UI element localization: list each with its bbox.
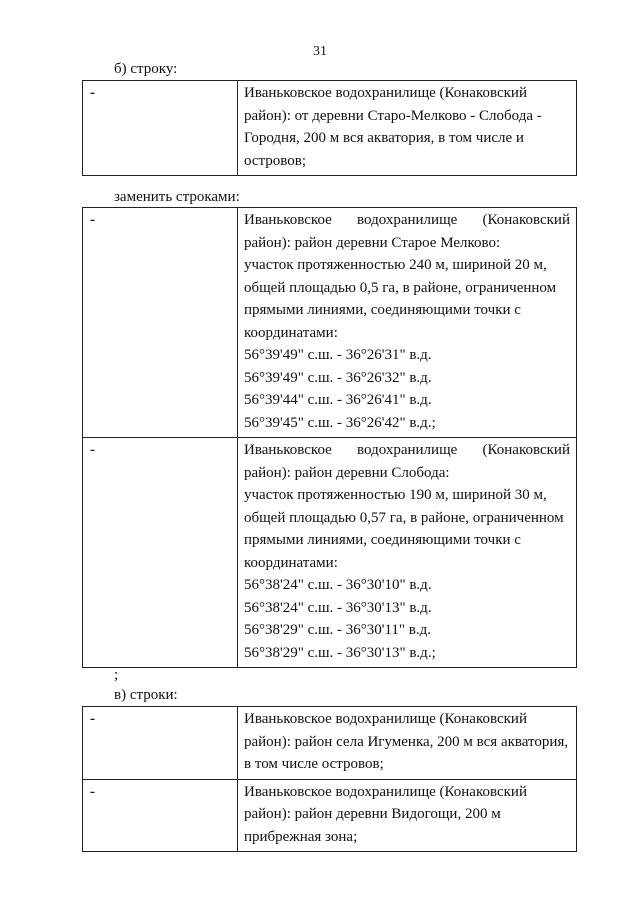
text-line: Иваньковское водохранилище (Конаковский (244, 442, 570, 458)
text-line: район): район деревни Видогощи, 200 м (244, 806, 501, 822)
replace-table (82, 207, 577, 668)
row-text (238, 779, 577, 852)
table-row (83, 438, 577, 668)
text-line: 56°38'29" с.ш. - 36°30'11" в.д. (244, 622, 432, 638)
text-line: Иваньковское водохранилище (Конаковский (244, 85, 527, 101)
row-dash: - (83, 208, 238, 438)
row-text (238, 707, 577, 780)
text-line: координатами: (244, 324, 338, 341)
text-line: район): район деревни Старое Мелково: (244, 234, 501, 251)
text-line: Городня, 200 м вся акватория, в том числе и (244, 130, 524, 146)
text-line: 56°39'45" с.ш. - 36°26'42" в.д.; (244, 414, 436, 431)
text-line: 56°38'29" с.ш. - 36°30'13" в.д.; (244, 644, 436, 661)
text-line: островов; (244, 152, 306, 169)
text-line: участок протяженностью 190 м, шириной 30 м, (244, 487, 547, 503)
row-dash: - (83, 779, 238, 852)
text-line: в том числе островов; (244, 756, 384, 772)
section-b-heading: б) строку: (114, 61, 178, 77)
section-v-table (82, 706, 577, 852)
section-v-heading: в) строки: (114, 687, 178, 703)
text-line: координатами: (244, 554, 338, 571)
table-row (83, 707, 577, 780)
table-row (83, 779, 577, 852)
row-text (238, 208, 577, 438)
text-line: прямыми линиями, соединяющими точки с (244, 532, 521, 548)
table-row (83, 208, 577, 438)
row-dash: - (83, 707, 238, 780)
text-line: общей площадью 0,5 га, в районе, ограниченном (244, 279, 557, 296)
page-number: 31 (313, 44, 327, 59)
text-line: 56°38'24" с.ш. - 36°30'10" в.д. (244, 577, 432, 593)
text-line: 56°39'49" с.ш. - 36°26'32" в.д. (244, 369, 432, 386)
text-line: район): район деревни Слобода: (244, 464, 450, 481)
row-dash: - (83, 81, 238, 176)
replace-heading: заменить строками: (114, 189, 240, 205)
text-line: 56°39'44" с.ш. - 36°26'41" в.д. (244, 392, 432, 408)
text-line: прибрежная зона; (244, 828, 358, 845)
text-line: район): от деревни Старо-Мелково - Слобода - (244, 107, 542, 124)
text-line: 56°39'49" с.ш. - 36°26'31" в.д. (244, 347, 432, 363)
text-line: район): район села Игуменка, 200 м вся акватория, (244, 733, 569, 750)
text-line: общей площадью 0,57 га, в районе, ограниченном (244, 509, 564, 526)
row-text (238, 81, 577, 176)
row-dash: - (83, 438, 238, 668)
table-row (83, 81, 577, 176)
trailing-semicolon: ; (114, 667, 119, 683)
text-line: Иваньковское водохранилище (Конаковский (244, 212, 570, 228)
text-line: прямыми линиями, соединяющими точки с (244, 302, 521, 318)
text-line: Иваньковское водохранилище (Конаковский (244, 711, 527, 727)
text-line: участок протяженностью 240 м, шириной 20 м, (244, 257, 547, 273)
text-line: Иваньковское водохранилище (Конаковский (244, 783, 527, 800)
row-text (238, 438, 577, 668)
section-b-table (82, 80, 577, 176)
text-line: 56°38'24" с.ш. - 36°30'13" в.д. (244, 599, 432, 616)
